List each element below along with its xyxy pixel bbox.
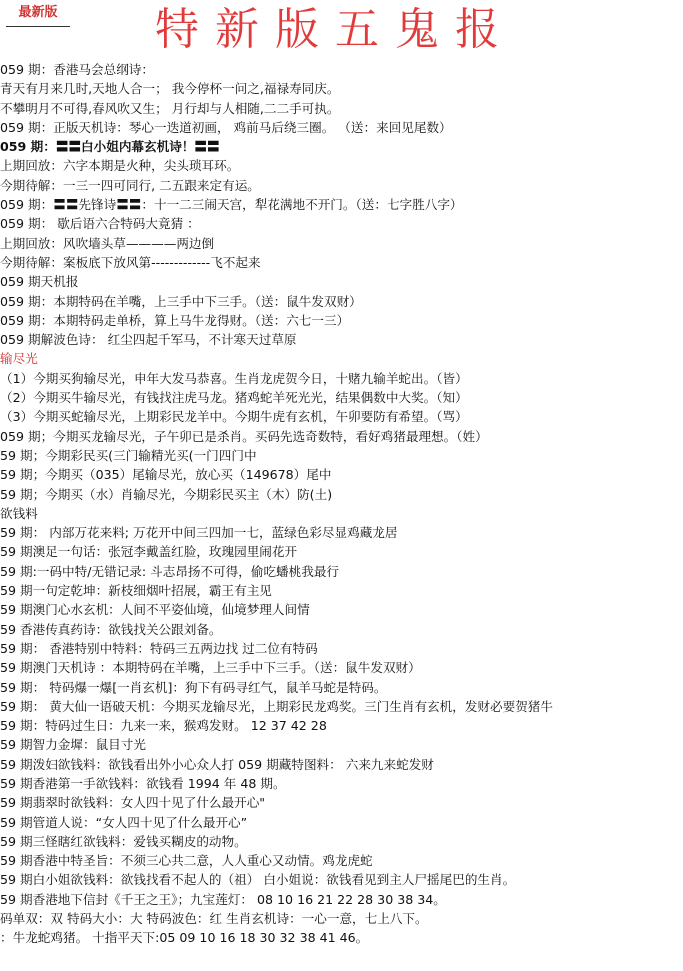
text-line: 码单双：双 特码大小：大 特码波色：红 生肖玄机诗：一心一意，七上八下。 xyxy=(0,911,428,927)
text-line: 今期待解：一三一四可同行, 二五跟来定有运。 xyxy=(0,177,260,193)
text-line: ：牛龙蛇鸡猪。 十指平天下:05 09 10 16 18 30 32 38 41 46。 xyxy=(0,930,369,946)
text-line: 59 期智力金墀：鼠目寸光 xyxy=(0,737,146,753)
text-line: 59 期；今期买（035）尾输尽光，放心买（149678）尾中 xyxy=(0,467,332,483)
text-line: 上期回放：六字本期是火种，尖头琐耳环。 xyxy=(0,158,240,174)
text-line: 今期待解：案板底下放风第-------------飞不起来 xyxy=(0,254,261,270)
text-line: 59 期:一码中特/无错记录: 斗志昂扬不可得，偷吃蟠桃我最行 xyxy=(0,563,340,579)
text-line: 59 期一句定乾坤：新枝细烟叶招展，霸王有主见 xyxy=(0,583,272,599)
text-line: 059 期；今期买龙输尽光，子午卯已是杀肖。买码先选奇数特，看好鸡猪最理想。（姓） xyxy=(0,428,488,444)
text-line: 059 期：正版天机诗：琴心一迭道初画， 鸡前马后绕三圈。 （送：来回见尾数） xyxy=(0,119,452,135)
text-line: 青天有月来几时,天地人合一； 我今停杯一问之,福禄寿同庆。 xyxy=(0,81,340,97)
text-line: 59 期： 香港特别中特料：特码三五两边找 过二位有特码 xyxy=(0,640,318,656)
text-line: 59 期：特码过生日：九来一来，猴鸡发财。 12 37 42 28 xyxy=(0,718,327,734)
text-line: 059 期解波色诗： 红尘四起千军马，不计寒天过草原 xyxy=(0,332,297,348)
text-line: 59 期三怪瞎红欲钱料：爱钱买糊皮的动物。 xyxy=(0,833,247,849)
text-line: 59 期管道人说：“女人四十见了什么最开心” xyxy=(0,814,248,830)
text-line: 59 期： 黄大仙一语破天机：今期买龙输尽光，上期彩民龙鸡奖。三门生肖有玄机，发财必要贺猪牛 xyxy=(0,698,553,714)
text-line: 059 期：本期特码在羊嘴，上三手中下三手。（送：鼠牛发双财） xyxy=(0,293,362,309)
edition-badge: 最新版 xyxy=(6,4,70,27)
text-line: （3）今期买蛇输尽光，上期彩民龙羊中。今期牛虎有玄机，午卯要防有希望。（骂） xyxy=(0,409,468,425)
text-line: 59 期泼妇欲钱料：欲钱看出外小心众人打 059 期藏特图料： 六来九来蛇发财 xyxy=(0,756,434,772)
text-line: 59 期翡翠时欲钱料：女人四十见了什么最开心" xyxy=(0,795,266,811)
text-line: 59 期： 内部万花来料; 万花开中间三四加一七，蓝绿色彩尽显鸡藏龙居 xyxy=(0,525,398,541)
text-line: 059 期：〓〓先锋诗〓〓：十一二三闹天宫，犁花满地不开门。（送：七字胜八字） xyxy=(0,197,463,213)
text-line: 059 期天机报 xyxy=(0,274,79,290)
text-line: 59 香港传真药诗：欲钱找关公跟刘备。 xyxy=(0,621,222,637)
text-line: 欲钱料 xyxy=(0,505,38,521)
text-line: 59 期白小姐欲钱料：欲钱找看不起人的（祖） 白小姐说：欲钱看见到主人尸摇尾巴的生肖。 xyxy=(0,872,516,888)
text-line: 上期回放：风吹墙头草————两边倒 xyxy=(0,235,215,251)
text-line: 59 期澳门天机诗 ：本期特码在羊嘴，上三手中下三手。（送：鼠牛发双财） xyxy=(0,660,421,676)
text-line: 59 期澳门心水玄机：人间不平姿仙境，仙境梦理人间情 xyxy=(0,602,310,618)
text-line: （2）今期买牛输尽光，有钱找注虎马龙。猪鸡蛇羊死光光，结果偶数中大奖。（知） xyxy=(0,390,468,406)
page-title: 特新版五鬼报 xyxy=(155,4,515,55)
text-line: 59 期香港第一手欲钱料：欲钱看 1994 年 48 期。 xyxy=(0,775,286,791)
text-line: 不攀明月不可得,春风吹又生； 月行却与人相随,二二手可执。 xyxy=(0,100,340,116)
text-line: 59 期香港中特圣旨：不须三心共二意，人人重心又动情。鸡龙虎蛇 xyxy=(0,853,373,869)
text-line: 59 期；今期彩民买(三门输精光买(一门四门中 xyxy=(0,447,257,463)
text-line: 59 期： 特码爆一爆[一肖玄机]：狗下有码寻红气，鼠羊马蛇是特码。 xyxy=(0,679,387,695)
text-line: 59 期澳足一句话：张冠李戴盖红脸，玫瑰园里闹花开 xyxy=(0,544,298,560)
text-line: 59 期；今期买（水）肖输尽光，今期彩民买主（木）防(土) xyxy=(0,486,333,502)
text-line: 059 期：本期特码走单桥，算上马牛龙得财。（送：六七一三） xyxy=(0,312,350,328)
document-body xyxy=(0,60,683,948)
text-line: 59 期香港地下信封《千王之王》；九宝莲灯： 08 10 16 21 22 28 30 38 34。 xyxy=(0,891,446,907)
text-line: 059 期：〓〓白小姐内幕玄机诗！〓〓 xyxy=(0,139,220,155)
text-line: （1）今期买狗输尽光，申年大发马恭喜。生肖龙虎贺今日，十赌九输羊蛇出。（皆） xyxy=(0,370,468,386)
text-line: 059 期： 歇后语六合特码大竟猜 ： xyxy=(0,216,200,232)
section-heading: 输尽光 xyxy=(0,351,38,367)
text-line: 059 期：香港马会总纲诗： xyxy=(0,62,154,77)
